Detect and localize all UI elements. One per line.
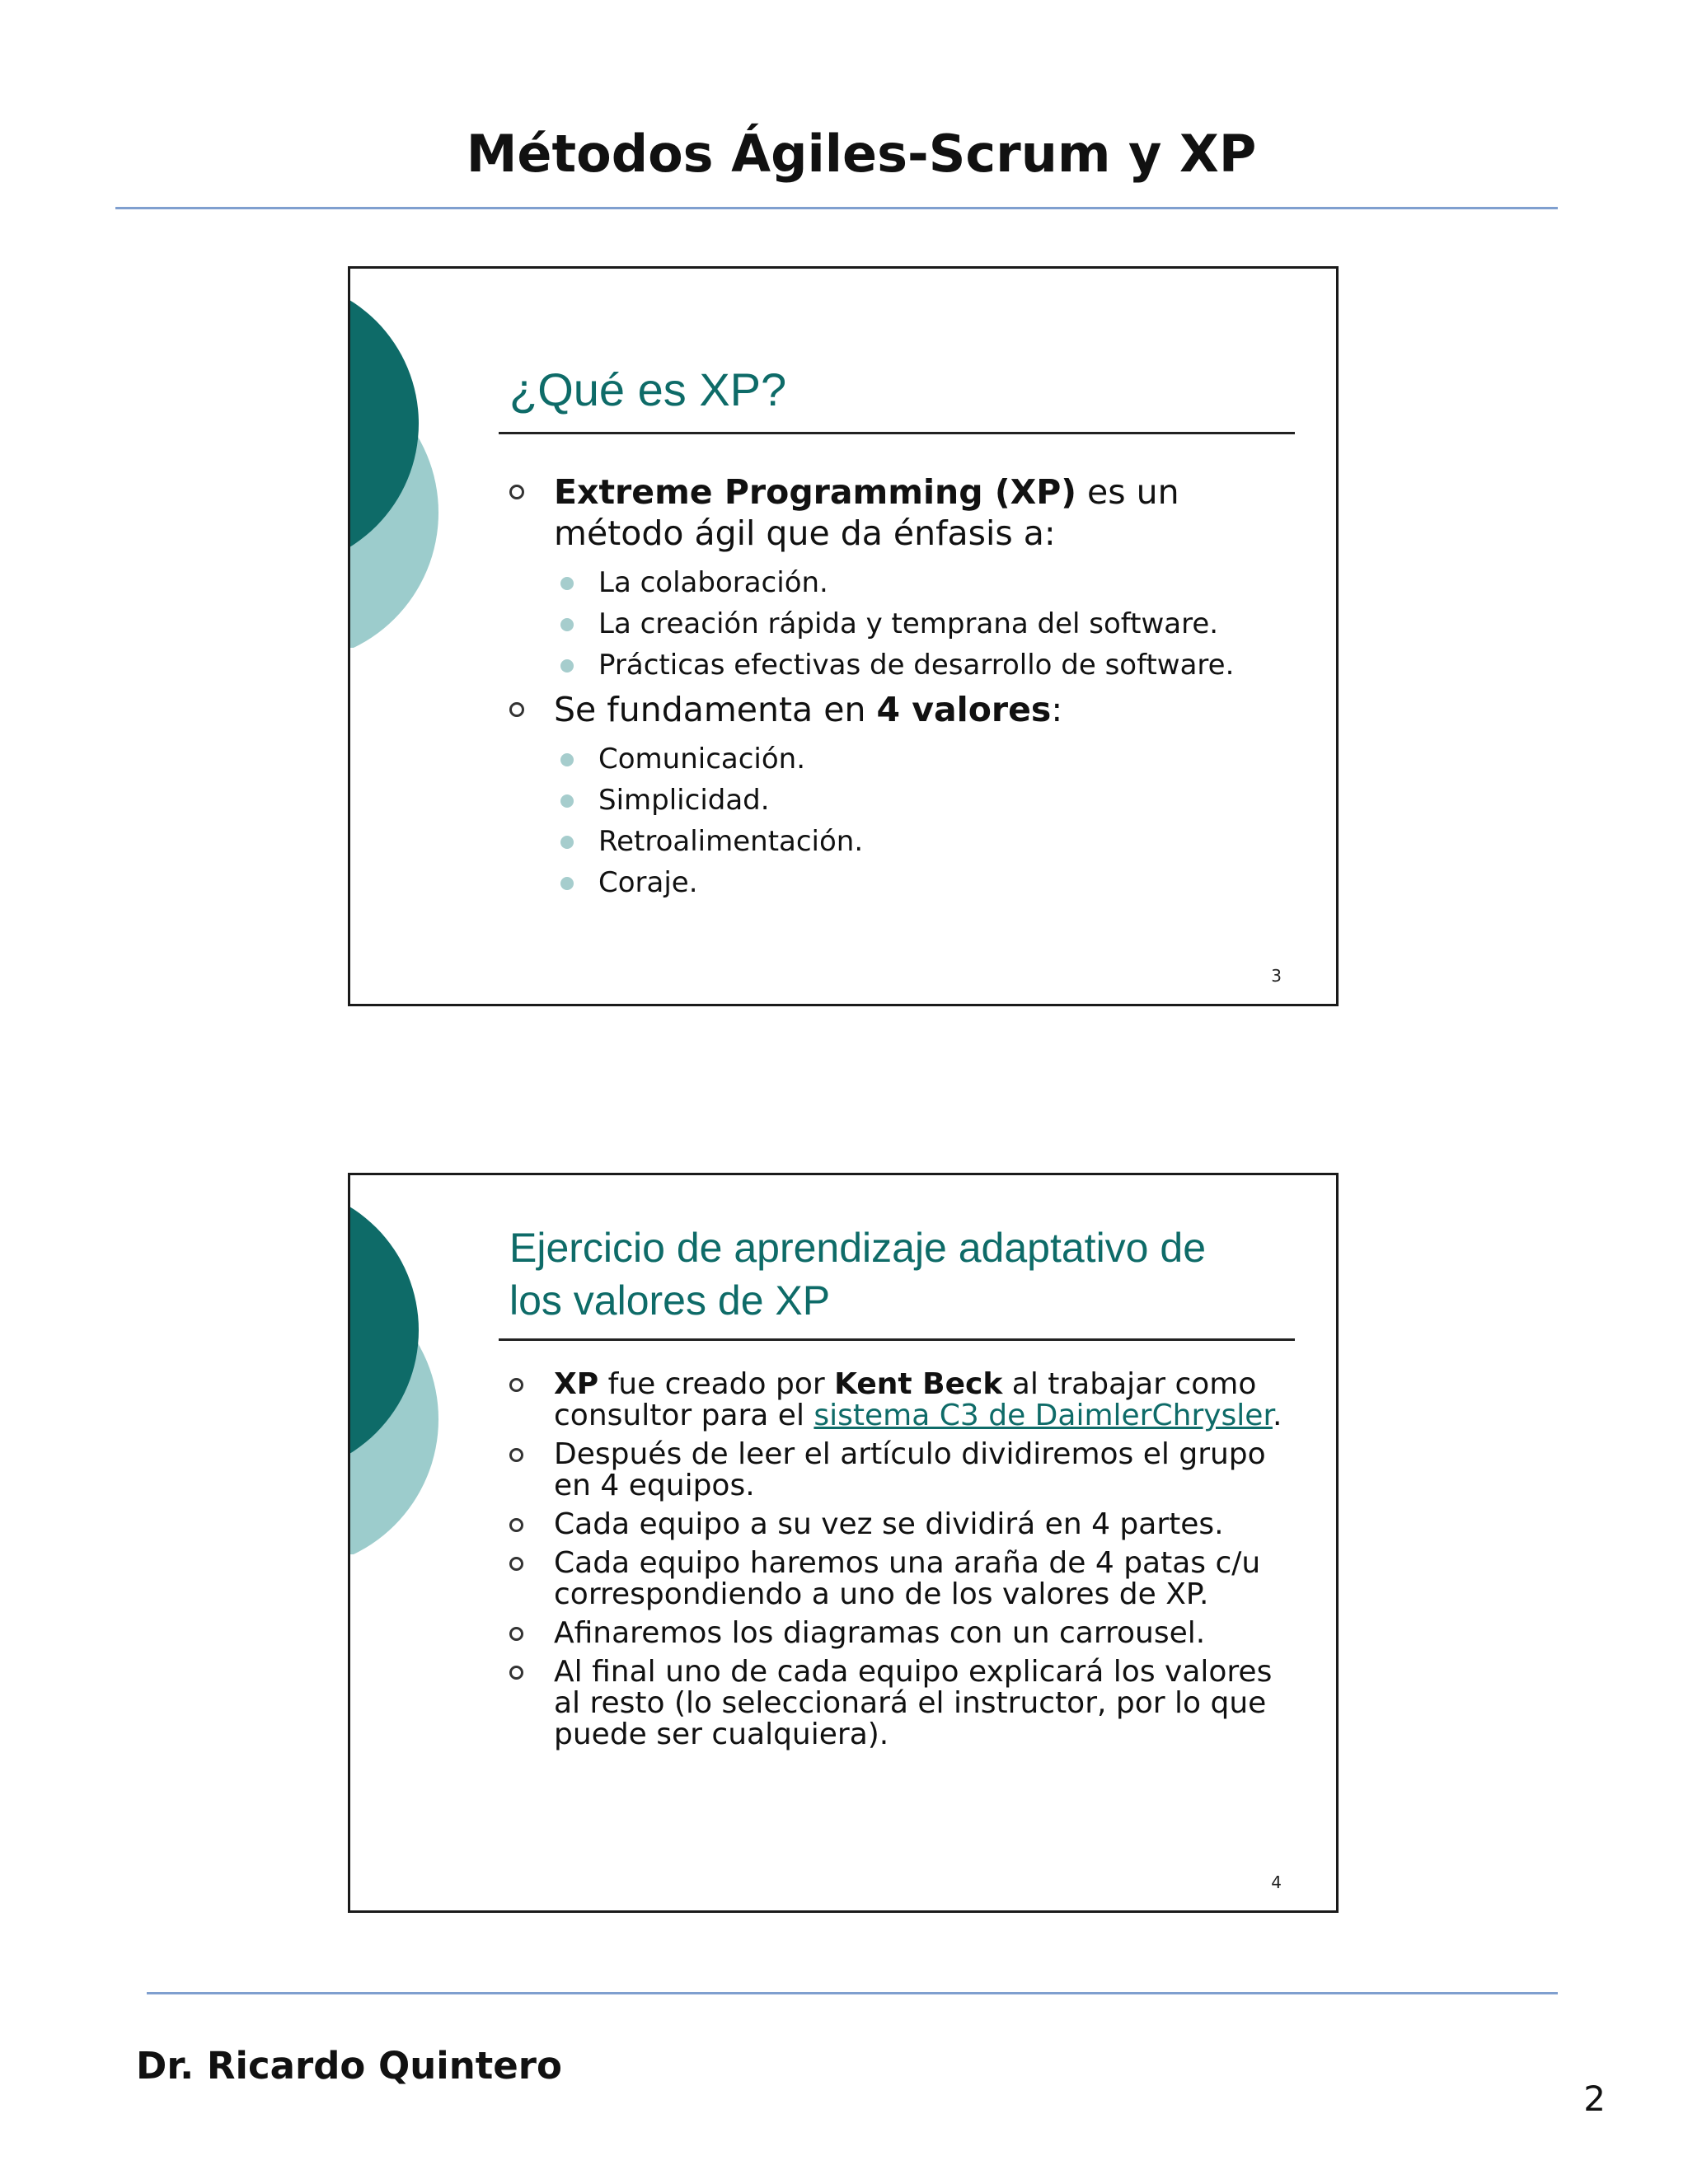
bullet-bold-text: Kent Beck	[834, 1367, 1003, 1401]
sub-list-item	[509, 562, 1284, 603]
sub-list-item	[509, 862, 1284, 903]
list-item	[509, 471, 1284, 554]
dot-bullet-icon	[560, 618, 574, 631]
dot-bullet-icon	[560, 659, 574, 673]
bullet-text: método ágil que da énfasis a:	[554, 513, 1056, 553]
list-item	[509, 1369, 1284, 1432]
dot-bullet-icon	[560, 877, 574, 890]
hollow-bullet-icon	[509, 485, 524, 499]
hollow-bullet-icon	[509, 1378, 523, 1392]
slide-number: 4	[1271, 1872, 1282, 1892]
bullet-bold-text: XP	[554, 1367, 599, 1401]
slide-title	[509, 1221, 1301, 1327]
bullet-text: al trabajar como consultor para el	[554, 1367, 1257, 1432]
dot-bullet-icon	[560, 836, 574, 849]
slide-title-line: Ejercicio de aprendizaje adaptativo de	[509, 1225, 1206, 1271]
hollow-bullet-icon	[509, 1666, 523, 1680]
sub-list-item	[509, 738, 1284, 780]
hollow-bullet-icon	[509, 1448, 523, 1462]
sub-list-item	[509, 821, 1284, 862]
slide-title-divider	[499, 432, 1295, 434]
list-item	[509, 1439, 1284, 1502]
sub-bullet-text: La colaboración.	[598, 566, 828, 599]
list-item	[509, 1509, 1284, 1540]
page-title: Métodos Ágiles-Scrum y XP	[466, 124, 1257, 184]
list-item	[509, 1618, 1284, 1649]
bullet-text: Afinaremos los diagramas con un carrousel.	[554, 1616, 1206, 1650]
hollow-bullet-icon	[509, 1557, 523, 1571]
sub-list-item	[509, 603, 1284, 644]
dot-bullet-icon	[560, 794, 574, 808]
slide-decoration-circles	[348, 1175, 455, 1554]
author-name: Dr. Ricardo Quintero	[136, 2044, 562, 2088]
list-item	[509, 1548, 1284, 1610]
bullet-text: es un	[1076, 472, 1179, 512]
sub-bullet-text: Coraje.	[598, 866, 698, 899]
bullet-bold-text: Extreme Programming (XP)	[554, 472, 1076, 512]
slide-3	[348, 266, 1339, 1006]
list-item	[509, 1657, 1284, 1750]
sub-list-item	[509, 780, 1284, 821]
page-number: 2	[1583, 2079, 1606, 2119]
slide-title-line: los valores de XP	[509, 1277, 831, 1324]
slide-decoration-circles	[348, 269, 455, 648]
bullet-text: Cada equipo haremos una araña de 4 patas c/u correspondiendo a uno de los valores de XP.	[554, 1546, 1261, 1611]
footer-divider	[147, 1992, 1558, 1994]
slide-4	[348, 1173, 1339, 1913]
slide-title: ¿Qué es XP?	[509, 363, 787, 415]
bullet-text: .	[1272, 1399, 1282, 1432]
hollow-bullet-icon	[509, 702, 524, 717]
bullet-text: :	[1051, 690, 1063, 729]
dot-bullet-icon	[560, 577, 574, 590]
sub-bullet-text: Retroalimentación.	[598, 825, 864, 858]
bullet-text: Cada equipo a su vez se dividirá en 4 partes.	[554, 1507, 1224, 1541]
bullet-text: Se fundamenta en	[554, 690, 877, 729]
slide-bullet-list	[509, 1369, 1284, 1758]
sub-bullet-text: La creación rápida y temprana del software.	[598, 607, 1219, 640]
slide-title-divider	[499, 1338, 1295, 1341]
sub-bullet-text: Simplicidad.	[598, 784, 770, 817]
list-item	[509, 689, 1284, 730]
sub-bullet-text: Comunicación.	[598, 743, 806, 776]
daimlerchrysler-link[interactable]: sistema C3 de DaimlerChrysler	[814, 1399, 1273, 1432]
dot-bullet-icon	[560, 753, 574, 766]
bullet-bold-text: 4 valores	[876, 690, 1052, 729]
bullet-text: fue creado por	[598, 1367, 835, 1401]
bullet-text: Al final uno de cada equipo explicará los valores al resto (lo seleccionará el instructor, por lo que puede ser cualquiera).	[554, 1655, 1273, 1751]
bullet-text: Después de leer el artículo dividiremos el grupo en 4 equipos.	[554, 1437, 1266, 1502]
sub-bullet-text: Prácticas efectivas de desarrollo de software.	[598, 649, 1235, 682]
sub-list-item	[509, 644, 1284, 686]
header-divider	[115, 207, 1558, 209]
slide-bullet-list	[509, 471, 1284, 903]
slide-number: 3	[1271, 966, 1282, 986]
hollow-bullet-icon	[509, 1518, 523, 1532]
hollow-bullet-icon	[509, 1627, 523, 1641]
